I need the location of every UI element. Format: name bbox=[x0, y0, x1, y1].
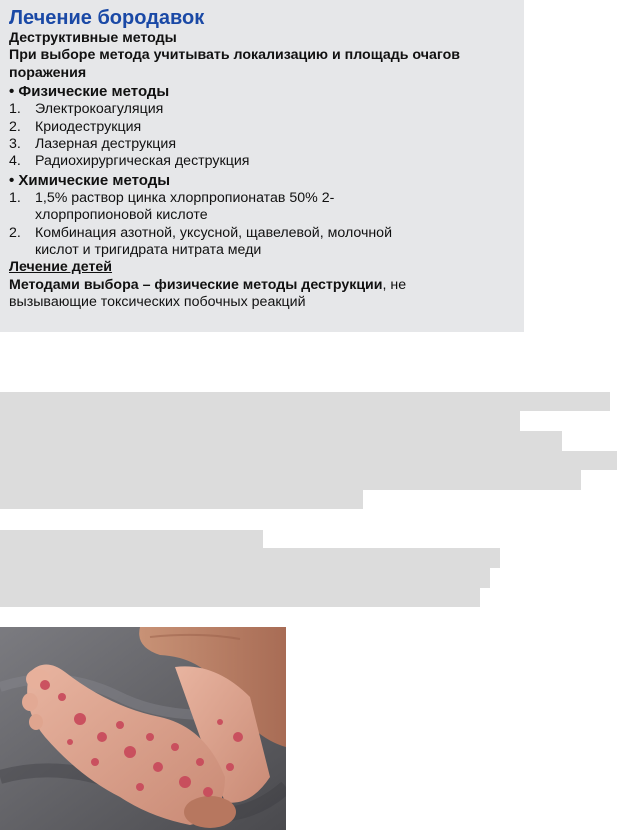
children-heading: Лечение детей bbox=[9, 259, 113, 276]
redaction-bar bbox=[0, 530, 263, 548]
physical-item bbox=[9, 101, 524, 118]
subtitle: Деструктивные методы bbox=[9, 30, 177, 46]
redaction-bar bbox=[0, 392, 610, 411]
chemical-item bbox=[9, 225, 524, 242]
chemical-methods-heading: • Химические методы bbox=[9, 171, 171, 189]
item-text: 1,5% раствор цинка хлорпропионатав 50% 2- bbox=[35, 189, 335, 206]
item-number: 1. bbox=[9, 101, 21, 118]
chemical-item bbox=[9, 190, 524, 207]
redaction-bar bbox=[0, 588, 480, 607]
physical-methods-heading: • Физические методы bbox=[9, 83, 170, 101]
redaction-bar bbox=[0, 411, 520, 431]
item-number: 2. bbox=[9, 118, 21, 135]
foot-rash-photo bbox=[0, 627, 286, 830]
item-text: Лазерная деструкция bbox=[35, 136, 177, 153]
item-text: Криодеструкция bbox=[35, 118, 142, 135]
redaction-bar bbox=[0, 470, 581, 490]
note-line-2: поражения bbox=[9, 64, 87, 81]
item-number: 3. bbox=[9, 136, 21, 153]
redaction-bar bbox=[0, 431, 562, 451]
chemical-item-continuation: кислот и тригидрата нитрата меди bbox=[35, 242, 262, 259]
item-text: Комбинация азотной, уксусной, щавелевой, молочной bbox=[35, 224, 392, 241]
redaction-bar bbox=[0, 548, 500, 568]
physical-item bbox=[9, 136, 524, 153]
item-text: Радиохирургическая деструкция bbox=[35, 153, 250, 170]
note-line-1: При выборе метода учитывать локализацию и площадь очагов bbox=[9, 47, 460, 64]
physical-item bbox=[9, 153, 524, 170]
children-text-line-2: вызывающие токсических побочных реакций bbox=[9, 294, 306, 311]
item-number: 4. bbox=[9, 153, 21, 170]
item-number: 1. bbox=[9, 189, 21, 206]
slide-panel bbox=[0, 0, 524, 332]
children-bold-text: Методами выбора – физические методы деструкции bbox=[9, 276, 383, 293]
physical-item bbox=[9, 119, 524, 136]
redaction-bar bbox=[0, 568, 490, 588]
redaction-bar bbox=[0, 490, 363, 509]
chemical-item-continuation: хлорпропионовой кислоте bbox=[35, 207, 208, 224]
item-text: Электрокоагуляция bbox=[35, 101, 164, 118]
slide-title: Лечение бородавок bbox=[9, 7, 205, 29]
children-rest-text: , не bbox=[382, 276, 407, 293]
children-text-line-1 bbox=[9, 277, 524, 294]
item-number: 2. bbox=[9, 224, 21, 241]
redaction-bar bbox=[0, 451, 617, 470]
